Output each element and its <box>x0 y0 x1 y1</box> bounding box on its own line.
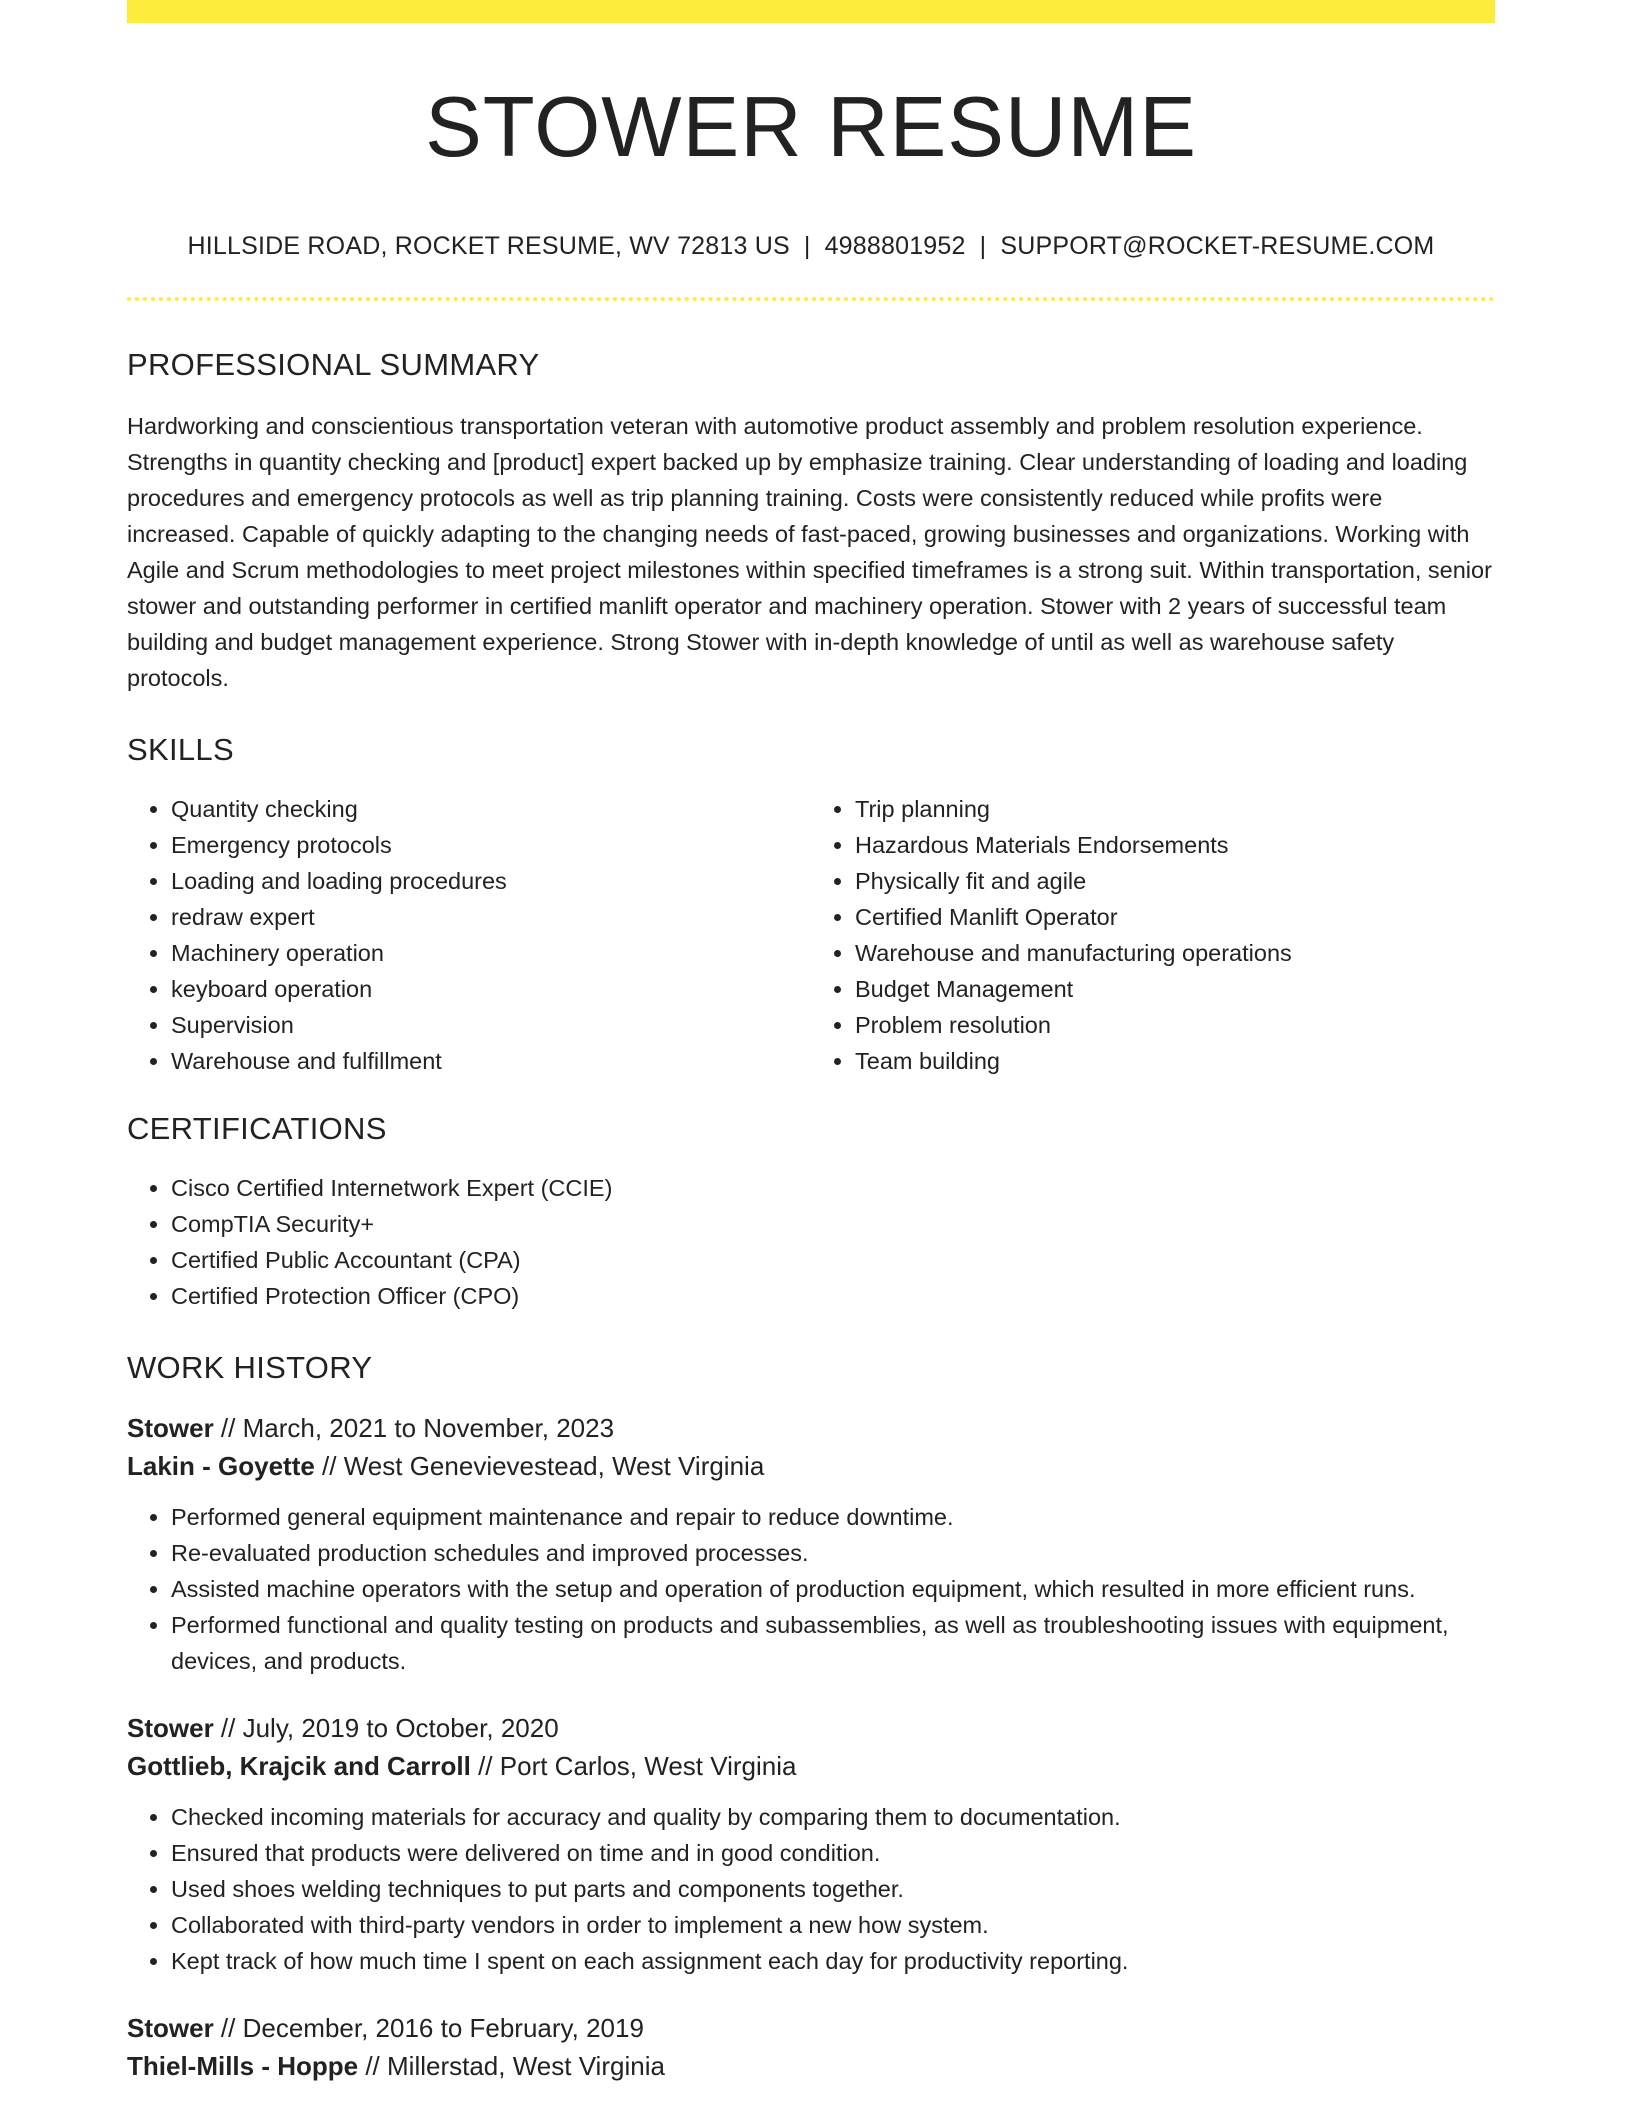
phone: 4988801952 <box>824 232 966 260</box>
contact-line <box>127 234 1495 259</box>
skill-item: • Team building <box>855 1043 1495 1079</box>
skills-right-list <box>811 791 1495 1079</box>
job-bullet: • Performed general equipment maintenance and repair to reduce downtime. <box>171 1499 1495 1535</box>
contact-separator: | <box>979 232 987 260</box>
summary-text: Hardworking and conscientious transportation veteran with automotive product assembly and problem resolution experience. Strengths in quantity checking and [product] expert backed up by emphasize training. Clear understanding of loading and loading procedures and emergency protocols as well as trip planning training. Costs were consistently reduced while profits were increased. Capable of quickly adapting to the changing needs of fast-paced, growing businesses and organizations. Working with Agile and Scrum methodologies to meet project milestones within specified timeframes is a strong suit. Within transportation, senior stower and outstanding performer in certified manlift operator and machinery operation. Stower with 2 years of successful team building and budget management experience. Strong Stower with in-depth knowledge of until as well as warehouse safety protocols. <box>127 413 1492 691</box>
job-company-line <box>127 1447 1495 1485</box>
job-bullet: • Checked incoming materials for accuracy and quality by comparing them to documentation. <box>171 1799 1495 1835</box>
job-bullet: • Ensured that products were delivered on time and in good condition. <box>171 1835 1495 1871</box>
job-role-line <box>127 2009 1495 2047</box>
skill-item: • Budget Management <box>855 971 1495 1007</box>
skill-item: • Machinery operation <box>171 935 811 971</box>
summary-heading: PROFESSIONAL SUMMARY <box>127 347 540 382</box>
job-location: Millerstad, West Virginia <box>387 2051 665 2081</box>
skill-item: • Certified Manlift Operator <box>855 899 1495 935</box>
certifications-list <box>127 1170 1495 1314</box>
job-location: Port Carlos, West Virginia <box>499 1751 797 1781</box>
job-company-line <box>127 1747 1495 1785</box>
certifications-heading: CERTIFICATIONS <box>127 1111 387 1146</box>
resume-title: STOWER RESUME <box>425 80 1197 175</box>
job-location: West Genevievestead, West Virginia <box>343 1451 765 1481</box>
job-bullet: • Collaborated with third-party vendors in order to implement a new how system. <box>171 1907 1495 1943</box>
job-company-line <box>127 2047 1495 2085</box>
email-link[interactable]: SUPPORT@ROCKET-RESUME.COM <box>1000 232 1435 260</box>
job-bullets <box>127 1499 1495 1679</box>
job-dates: December, 2016 to February, 2019 <box>242 2013 644 2043</box>
job-separator: // <box>314 1451 344 1481</box>
job-role: Stower <box>127 2013 214 2043</box>
skill-item: • keyboard operation <box>171 971 811 1007</box>
job-separator: // <box>470 1751 500 1781</box>
skill-item: • Loading and loading procedures <box>171 863 811 899</box>
job-bullet: • Assisted machine operators with the setup and operation of production equipment, which resulted in more efficient runs. <box>171 1571 1495 1607</box>
job-bullet: • Kept track of how much time I spent on each assignment each day for productivity reporting. <box>171 1943 1495 1979</box>
skill-item: • Hazardous Materials Endorsements <box>855 827 1495 863</box>
skill-item: • Quantity checking <box>171 791 811 827</box>
skills-left-list <box>127 791 811 1079</box>
skill-item: • redraw expert <box>171 899 811 935</box>
skills-columns <box>127 791 1495 1079</box>
work-history-heading: WORK HISTORY <box>127 1350 373 1385</box>
address: HILLSIDE ROAD, ROCKET RESUME, WV 72813 US <box>187 232 790 260</box>
job-role: Stower <box>127 1713 214 1743</box>
job-company: Lakin - Goyette <box>127 1451 315 1481</box>
job-entry <box>127 1709 1495 1979</box>
skills-heading: SKILLS <box>127 732 234 767</box>
certification-item: • Certified Protection Officer (CPO) <box>171 1278 1495 1314</box>
certification-item: • Certified Public Accountant (CPA) <box>171 1242 1495 1278</box>
resume-page <box>127 0 1495 2085</box>
skill-item: • Supervision <box>171 1007 811 1043</box>
job-entry <box>127 1409 1495 1679</box>
skill-item: • Trip planning <box>855 791 1495 827</box>
job-bullet: • Re-evaluated production schedules and improved processes. <box>171 1535 1495 1571</box>
job-role: Stower <box>127 1413 214 1443</box>
job-bullets <box>127 1799 1495 1979</box>
job-dates: March, 2021 to November, 2023 <box>242 1413 615 1443</box>
skill-item: • Physically fit and agile <box>855 863 1495 899</box>
certification-item: • CompTIA Security+ <box>171 1206 1495 1242</box>
skill-item: • Warehouse and manufacturing operations <box>855 935 1495 971</box>
accent-bar <box>127 0 1495 23</box>
contact-separator: | <box>803 232 811 260</box>
job-separator: // <box>213 1413 243 1443</box>
skill-item: • Problem resolution <box>855 1007 1495 1043</box>
certification-item: • Cisco Certified Internetwork Expert (CCIE) <box>171 1170 1495 1206</box>
skill-item: • Warehouse and fulfillment <box>171 1043 811 1079</box>
job-role-line <box>127 1709 1495 1747</box>
dotted-divider <box>127 297 1495 301</box>
job-company: Thiel-Mills - Hoppe <box>127 2051 359 2081</box>
job-dates: July, 2019 to October, 2020 <box>242 1713 559 1743</box>
job-separator: // <box>358 2051 388 2081</box>
job-bullet: • Performed functional and quality testing on products and subassemblies, as well as troubleshooting issues with equipment, devices, and products. <box>171 1607 1495 1679</box>
job-company: Gottlieb, Krajcik and Carroll <box>127 1751 471 1781</box>
job-entry <box>127 2009 1495 2085</box>
job-role-line <box>127 1409 1495 1447</box>
job-bullet: • Used shoes welding techniques to put parts and components together. <box>171 1871 1495 1907</box>
job-separator: // <box>213 1713 243 1743</box>
job-separator: // <box>213 2013 243 2043</box>
skill-item: • Emergency protocols <box>171 827 811 863</box>
